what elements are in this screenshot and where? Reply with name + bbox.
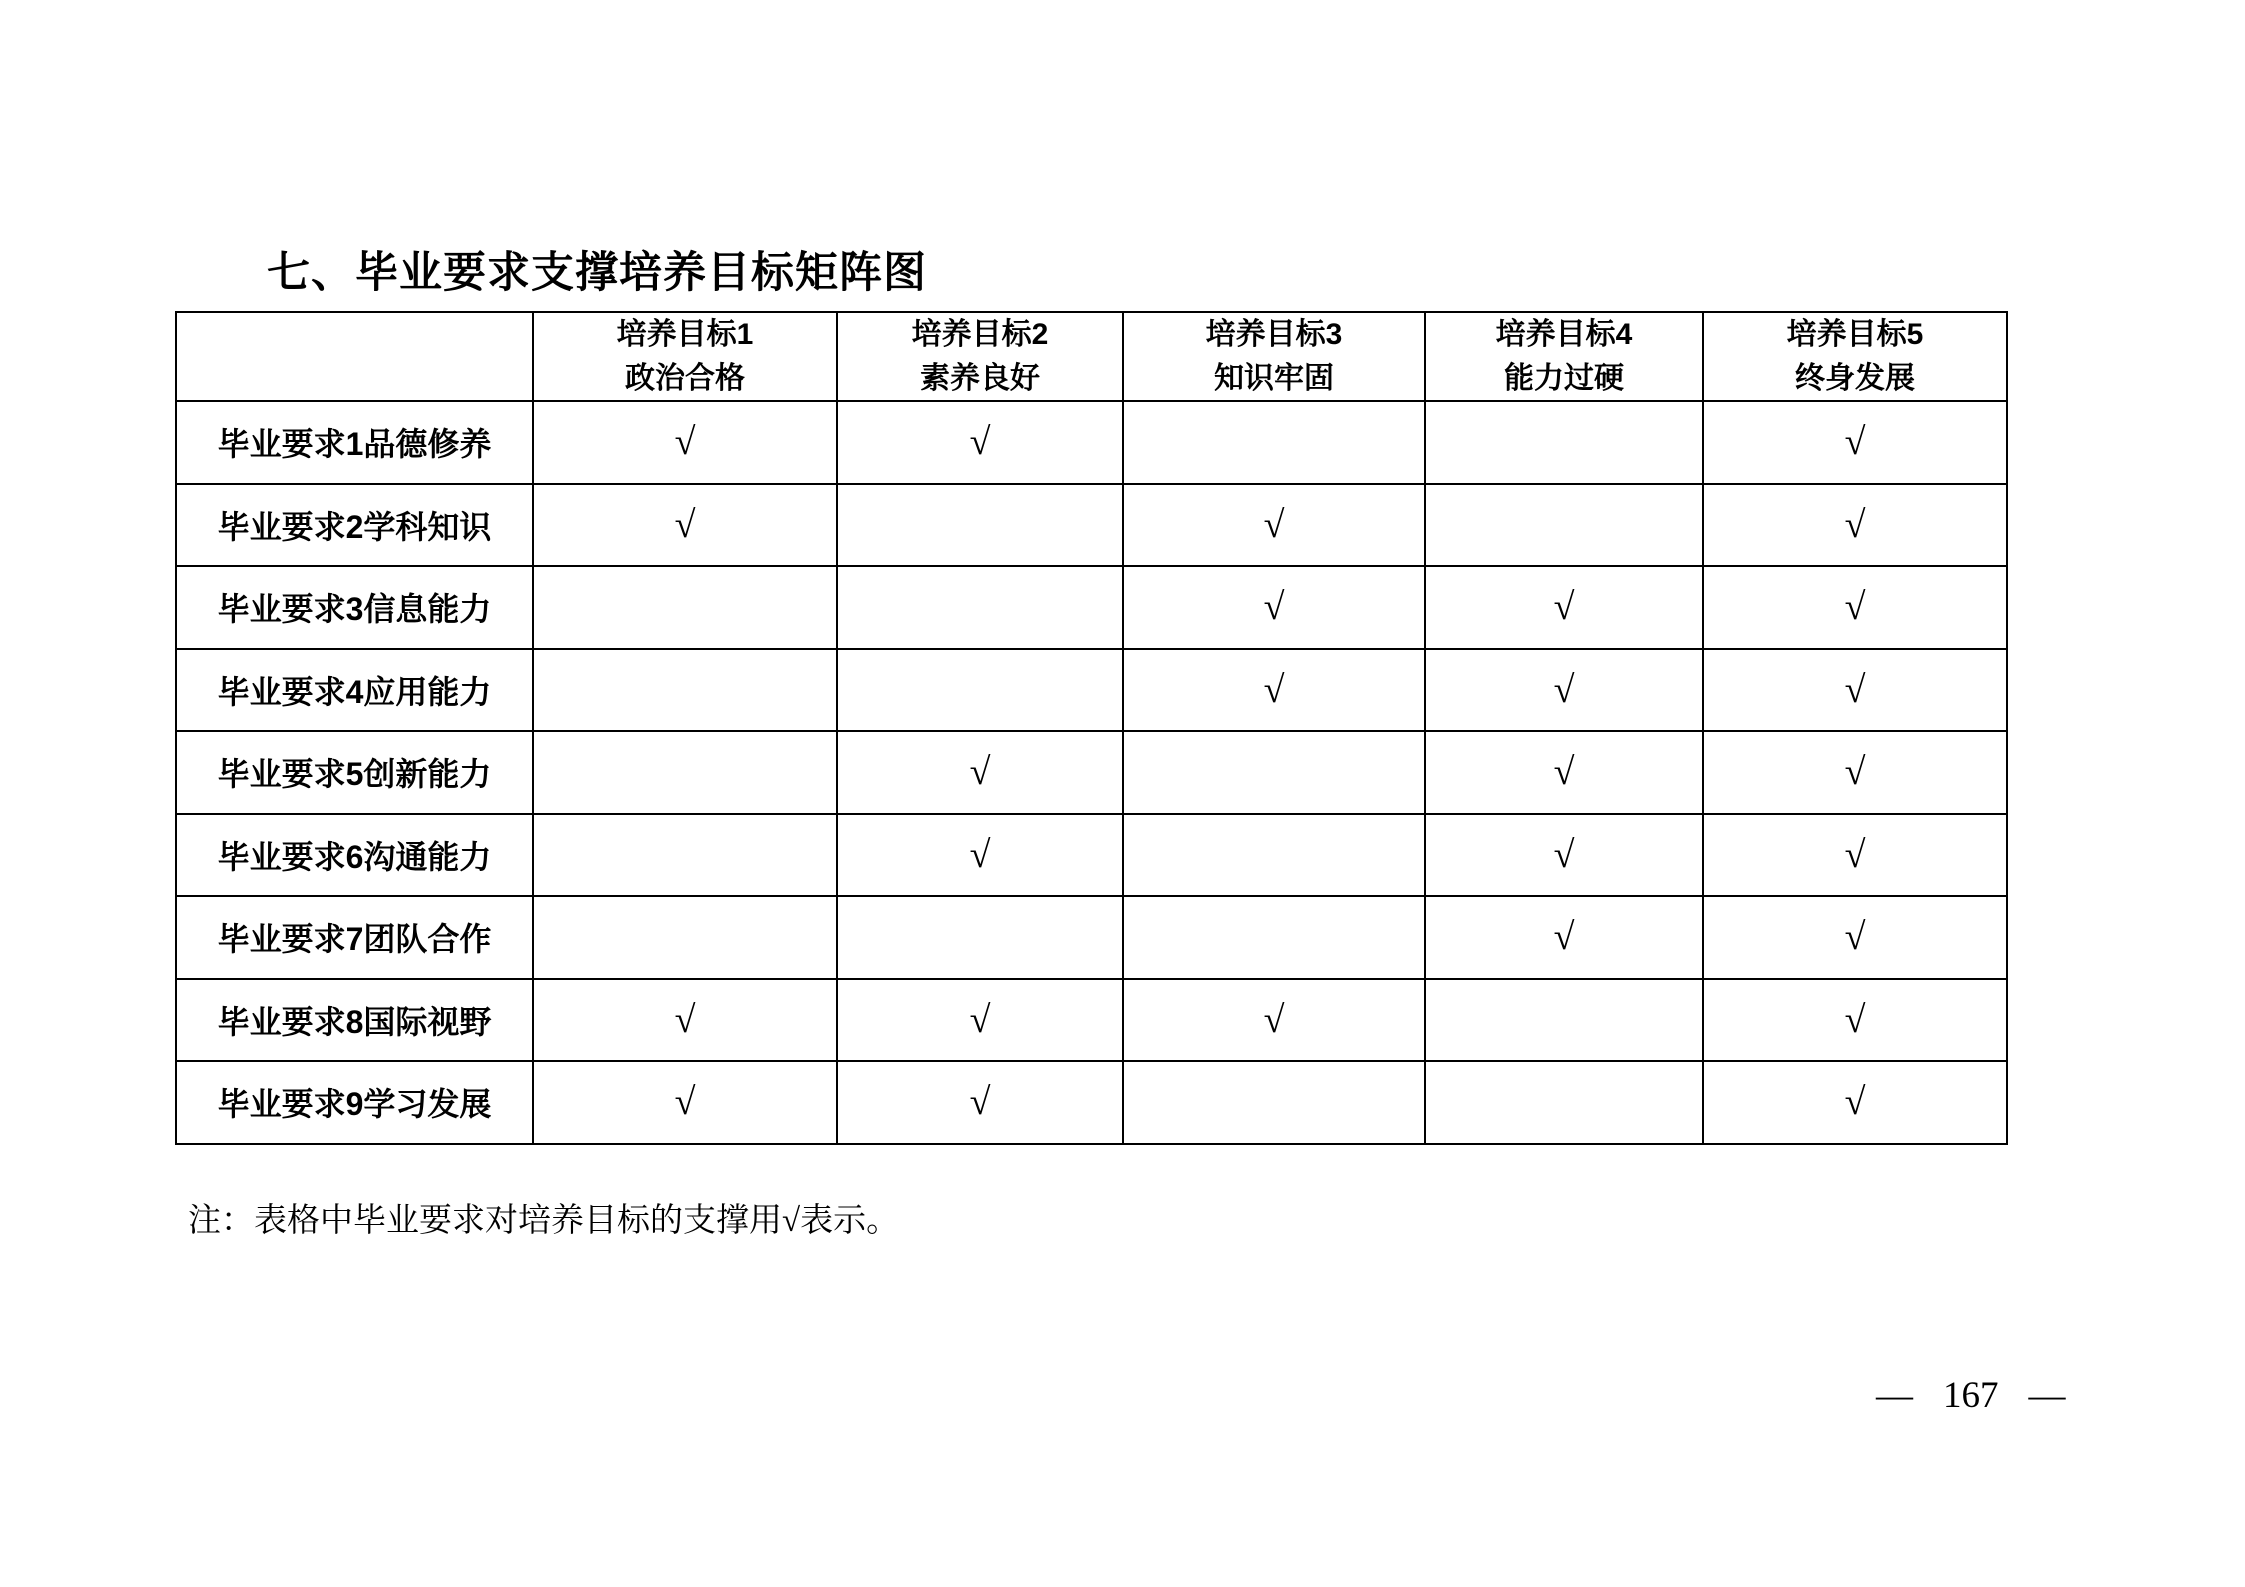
check-cell: [533, 566, 837, 649]
check-cell: [1123, 814, 1425, 897]
check-cell: [1123, 1061, 1425, 1144]
check-cell: √: [1703, 896, 2007, 979]
check-cell: [533, 731, 837, 814]
row-label-requirement-3: 毕业要求3信息能力: [176, 566, 533, 649]
check-cell: √: [1123, 979, 1425, 1062]
check-cell: [1425, 1061, 1703, 1144]
check-cell: √: [837, 979, 1123, 1062]
column-header-line1: 培养目标3: [1205, 318, 1343, 351]
page-number-dash-left: —: [1876, 1375, 1913, 1416]
column-header-objective-5: [1703, 312, 2007, 401]
check-cell: √: [533, 401, 837, 484]
check-cell: √: [1703, 401, 2007, 484]
row-label-requirement-5: 毕业要求5创新能力: [176, 731, 533, 814]
row-label-requirement-8: 毕业要求8国际视野: [176, 979, 533, 1062]
check-cell: [837, 566, 1123, 649]
check-cell: [1123, 896, 1425, 979]
check-cell: √: [1703, 979, 2007, 1062]
check-cell: √: [1703, 566, 2007, 649]
check-cell: √: [1123, 484, 1425, 567]
column-header-objective-3: [1123, 312, 1425, 401]
check-cell: √: [837, 401, 1123, 484]
corner-cell: [176, 312, 533, 401]
check-cell: √: [1703, 1061, 2007, 1144]
column-header-line1: 培养目标5: [1786, 318, 1924, 351]
page-number-dash-right: —: [2028, 1375, 2066, 1416]
column-header-line2: 终身发展: [1795, 361, 1915, 395]
check-cell: √: [533, 1061, 837, 1144]
table-row: [176, 896, 2007, 979]
column-header-line2: 素养良好: [920, 361, 1040, 395]
check-cell: [1425, 401, 1703, 484]
check-cell: √: [1703, 649, 2007, 732]
row-label-requirement-1: 毕业要求1品德修养: [176, 401, 533, 484]
page-title: 七、毕业要求支撑培养目标矩阵图: [267, 248, 927, 297]
check-cell: [1123, 731, 1425, 814]
check-cell: [1123, 401, 1425, 484]
row-label-requirement-7: 毕业要求7团队合作: [176, 896, 533, 979]
table-row: [176, 731, 2007, 814]
column-header-line2: 能力过硬: [1504, 361, 1624, 395]
row-label-requirement-2: 毕业要求2学科知识: [176, 484, 533, 567]
check-cell: [837, 649, 1123, 732]
check-cell: √: [1123, 649, 1425, 732]
check-cell: [533, 649, 837, 732]
table-row: [176, 401, 2007, 484]
table-row: [176, 814, 2007, 897]
check-cell: [533, 814, 837, 897]
page-number: [1876, 1374, 2066, 1417]
table-row: [176, 566, 2007, 649]
check-cell: [837, 896, 1123, 979]
check-cell: √: [1425, 896, 1703, 979]
check-cell: √: [1425, 649, 1703, 732]
check-cell: √: [1123, 566, 1425, 649]
check-cell: √: [1703, 484, 2007, 567]
check-cell: [1425, 979, 1703, 1062]
check-cell: √: [1703, 814, 2007, 897]
header-row: [176, 312, 2007, 401]
table-row: [176, 484, 2007, 567]
column-header-line2: 知识牢固: [1214, 361, 1334, 395]
check-cell: [837, 484, 1123, 567]
check-cell: [533, 896, 837, 979]
column-header-line1: 培养目标2: [911, 318, 1049, 351]
column-header-line1: 培养目标1: [616, 318, 754, 351]
table-row: [176, 649, 2007, 732]
column-header-line1: 培养目标4: [1495, 318, 1633, 351]
table-row: [176, 979, 2007, 1062]
page-number-value: 167: [1943, 1375, 1999, 1416]
support-matrix-table: [175, 311, 2008, 1145]
check-cell: √: [837, 814, 1123, 897]
check-cell: √: [533, 979, 837, 1062]
row-label-requirement-6: 毕业要求6沟通能力: [176, 814, 533, 897]
row-label-requirement-9: 毕业要求9学习发展: [176, 1061, 533, 1144]
column-header-objective-2: [837, 312, 1123, 401]
column-header-line2: 政治合格: [625, 361, 745, 395]
check-cell: √: [837, 731, 1123, 814]
table-footnote: 注：表格中毕业要求对培养目标的支撑用√表示。: [188, 1203, 900, 1239]
check-cell: √: [837, 1061, 1123, 1144]
table-row: [176, 1061, 2007, 1144]
check-cell: [1425, 484, 1703, 567]
check-cell: √: [1425, 814, 1703, 897]
row-label-requirement-4: 毕业要求4应用能力: [176, 649, 533, 732]
check-cell: √: [1425, 731, 1703, 814]
check-cell: √: [533, 484, 837, 567]
check-cell: √: [1425, 566, 1703, 649]
column-header-objective-4: [1425, 312, 1703, 401]
check-cell: √: [1703, 731, 2007, 814]
column-header-objective-1: [533, 312, 837, 401]
